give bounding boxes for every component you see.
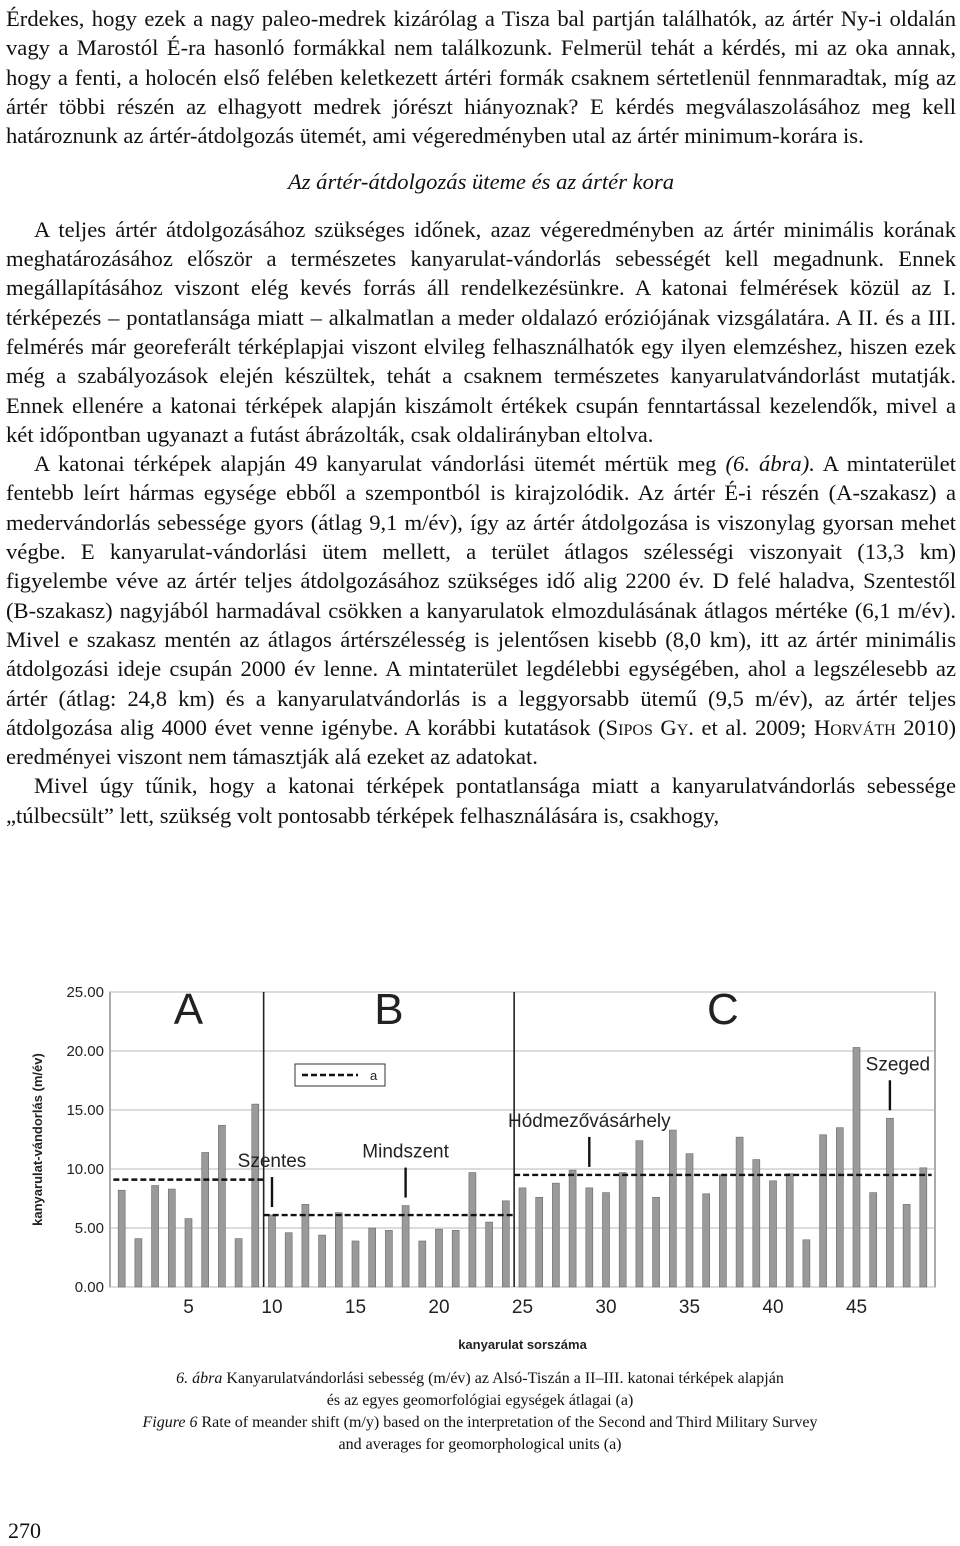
- caption-en-line-1: [40, 1412, 920, 1434]
- paragraph-4: Mivel úgy tűnik, hogy a katonai térképek pontatlansága miatt a kanyarulatvándorlás sebessége „túlbecsült” lett, szükség volt pontosabb térképek felhasználására is, csakhogy,: [6, 773, 956, 828]
- bar-47: [886, 1118, 893, 1287]
- p3-end: 2010) eredményei viszont nem támasztják alá ezeket az adatokat.: [6, 714, 956, 770]
- bar-29: [586, 1188, 593, 1287]
- section-heading: Az ártér-átdolgozás üteme és az ártér kora: [287, 169, 675, 195]
- page-text: [6, 4, 956, 830]
- bar-5: [185, 1219, 192, 1287]
- x-axis-title: kanyarulat sorszáma: [458, 1337, 587, 1352]
- bar-40: [769, 1181, 776, 1287]
- bar-43: [820, 1135, 827, 1287]
- bar-13: [319, 1235, 326, 1287]
- bar-33: [653, 1197, 660, 1287]
- segment-label-B: B: [374, 984, 404, 1034]
- bar-27: [552, 1183, 559, 1287]
- bar-25: [519, 1188, 526, 1287]
- bar-11: [285, 1233, 292, 1287]
- bar-23: [486, 1222, 493, 1287]
- y-tick-label: 10.00: [66, 1161, 104, 1178]
- bar-36: [703, 1194, 710, 1287]
- segment-label-C: C: [707, 984, 739, 1034]
- bar-39: [753, 1160, 760, 1287]
- caption-hu-line-2: és az egyes geomorfológiai egységek átlagai (a): [326, 1392, 634, 1409]
- place-label-3: Szeged: [865, 1054, 931, 1076]
- meander-shift-chart: [30, 980, 950, 1360]
- x-tick-label: 30: [595, 1297, 617, 1318]
- x-tick-label: 20: [428, 1297, 450, 1318]
- bar-30: [602, 1193, 609, 1287]
- y-tick-label: 0.00: [74, 1279, 104, 1296]
- place-label-2: Hódmezővásárhely: [507, 1110, 671, 1132]
- y-tick-label: 15.00: [66, 1102, 104, 1119]
- caption-en-label: Figure 6: [142, 1414, 198, 1431]
- page-number: 270: [8, 1518, 41, 1543]
- citation-horvath: Horváth: [813, 714, 896, 740]
- x-tick-label: 40: [762, 1297, 784, 1318]
- bar-12: [302, 1204, 309, 1287]
- bar-28: [569, 1170, 576, 1287]
- caption-hu-text: Kanyarulatvándorlási sebesség (m/év) az Alsó-Tiszán a II–III. katonai térképek alapján: [222, 1370, 784, 1387]
- bar-17: [385, 1230, 392, 1287]
- bar-24: [502, 1201, 509, 1287]
- p3-mid: et al. 2009;: [693, 714, 814, 740]
- paragraph-2: A teljes ártér átdolgozásához szükséges időnek, azaz végeredményben az ártér minimális korának meghatározásához először a természetes kanyarulat-vándorlás sebességét kell megadnunk. Ennek megállapításához viszont elég kevés forrás áll rendelkezésünkre. A katonai felmérések közül az I. térképezés – pontatlansága miatt – alkalmatlan a meder oldalazó eróziójának vizsgálatára. A II. és a III. felmérés már georeferált térképlapjai viszont elvileg felhasználhatók egy ilyen elemzéshez, hiszen ezek még a szabályozások elején készültek, tehát a csaknem természetes kanyarulatvándorlást mutatják. Ennek ellenére a katonai térképek alapján kiszámolt értékek csupán fenntartással kezelendők, mivel a két időpontban ugyanazt a futást ábrázolták, csak oldalirányban eltolva.: [6, 216, 956, 447]
- figure-reference[interactable]: (6. ábra).: [725, 451, 815, 477]
- bar-8: [235, 1239, 242, 1287]
- bar-37: [719, 1175, 726, 1287]
- bar-21: [452, 1230, 459, 1287]
- caption-en-line-2: and averages for geomorphological units (a): [338, 1436, 622, 1453]
- place-label-0: Szentes: [237, 1151, 307, 1173]
- y-tick-label: 5.00: [74, 1220, 104, 1237]
- bar-35: [686, 1154, 693, 1287]
- y-tick-label: 25.00: [66, 984, 104, 1001]
- x-tick-label: 5: [183, 1297, 194, 1318]
- bar-32: [636, 1141, 643, 1287]
- bar-1: [118, 1190, 125, 1287]
- bar-14: [335, 1213, 342, 1287]
- x-tick-label: 10: [261, 1297, 283, 1318]
- paragraph-3: [6, 449, 956, 771]
- bar-46: [870, 1193, 877, 1287]
- bar-4: [168, 1189, 175, 1287]
- bar-16: [369, 1228, 376, 1287]
- bar-44: [836, 1128, 843, 1287]
- bar-22: [469, 1173, 476, 1287]
- y-tick-label: 20.00: [66, 1043, 104, 1060]
- caption-hu-label: 6. ábra: [176, 1370, 223, 1387]
- bar-18: [402, 1206, 409, 1287]
- x-tick-label: 45: [845, 1297, 868, 1318]
- x-tick-label: 35: [678, 1297, 701, 1318]
- bar-49: [920, 1168, 927, 1287]
- x-tick-label: 25: [511, 1297, 534, 1318]
- caption-en-text: Rate of meander shift (m/y) based on the interpretation of the Second and Third Military Survey: [197, 1414, 818, 1431]
- bar-15: [352, 1241, 359, 1287]
- bar-34: [669, 1130, 676, 1287]
- bar-19: [419, 1241, 426, 1287]
- bar-9: [252, 1104, 259, 1287]
- p3-start: A katonai térképek alapján 49 kanyarulat vándorlási ütemét mértük meg: [34, 451, 726, 477]
- paragraph-1: Érdekes, hogy ezek a nagy paleo-medrek kizárólag a Tisza bal partján találhatók, az ártér Ny-i oldalán vagy a Marostól É-ra hasonló formákkal nem találkozunk. Felmerül tehát a kérdés, mi az oka annak, hogy a fenti, a holocén első felében keletkezett ártéri formák csaknem sértetlenül fennmaradtak, míg az ártér többi részén az elhagyott medrek jórészt hiányoznak? E kérdés megválaszolásához meg kell határoznunk az ártér-átdolgozás ütemét, ami végeredményben utal az ártér minimum-korára is.: [6, 6, 956, 149]
- bar-2: [135, 1239, 142, 1287]
- legend-label: a: [370, 1068, 378, 1083]
- figure-caption: [40, 1368, 920, 1456]
- bar-31: [619, 1173, 626, 1287]
- citation-sipos: Sipos Gy.: [605, 714, 694, 740]
- bar-20: [435, 1229, 442, 1287]
- bar-3: [152, 1186, 159, 1287]
- segment-label-A: A: [173, 984, 204, 1034]
- bar-38: [736, 1137, 743, 1287]
- place-label-1: Mindszent: [362, 1141, 449, 1163]
- bar-45: [853, 1047, 860, 1287]
- p3-rest: A mintaterület fentebb leírt hármas egysége ebből a szempontból is kirajzolódik. Az ártér É-i részén (A-szakasz) a medervándorlás sebessége gyors (átlag 9,1 m/év), így az ártér átdolgozása is viszonylag gyorsan mehet végbe. E kanyarulat-vándorlási ütem mellett, a terület átlagos szélességi viszonyait (13,3 km) figyelembe véve az ártér teljes átdolgozásához szükséges idő alig 2200 év. D felé haladva, Szentestől (B-szakasz) nagyjából harmadával csökken a kanyarulatok elmozdulásának átlagos mértéke (6,1 m/év). Mivel e szakasz mentén az átlagos ártérszélesség is jelentősen kisebb (8,0 km), itt az ártér minimális átdolgozási ideje csupán 2000 év lenne. A mintaterület legdélebbi egységében, ahol a legszélesebb az ártér (átlag: 24,8 km) és a kanyarulatvándorlás is a leggyorsabb ütemű (9,5 m/év), az ártér teljes átdolgozása alig 4000 évet venne igénybe. A korábbi kutatások (: [6, 451, 956, 740]
- bar-41: [786, 1174, 793, 1287]
- bar-42: [803, 1240, 810, 1287]
- caption-hu-line-1: [40, 1368, 920, 1390]
- x-tick-label: 15: [344, 1297, 367, 1318]
- bar-26: [536, 1197, 543, 1287]
- bar-48: [903, 1204, 910, 1287]
- bar-7: [218, 1125, 225, 1287]
- bar-10: [268, 1215, 275, 1287]
- y-axis-title: kanyarulat-vándorlás (m/év): [30, 1053, 45, 1226]
- bar-6: [202, 1152, 209, 1287]
